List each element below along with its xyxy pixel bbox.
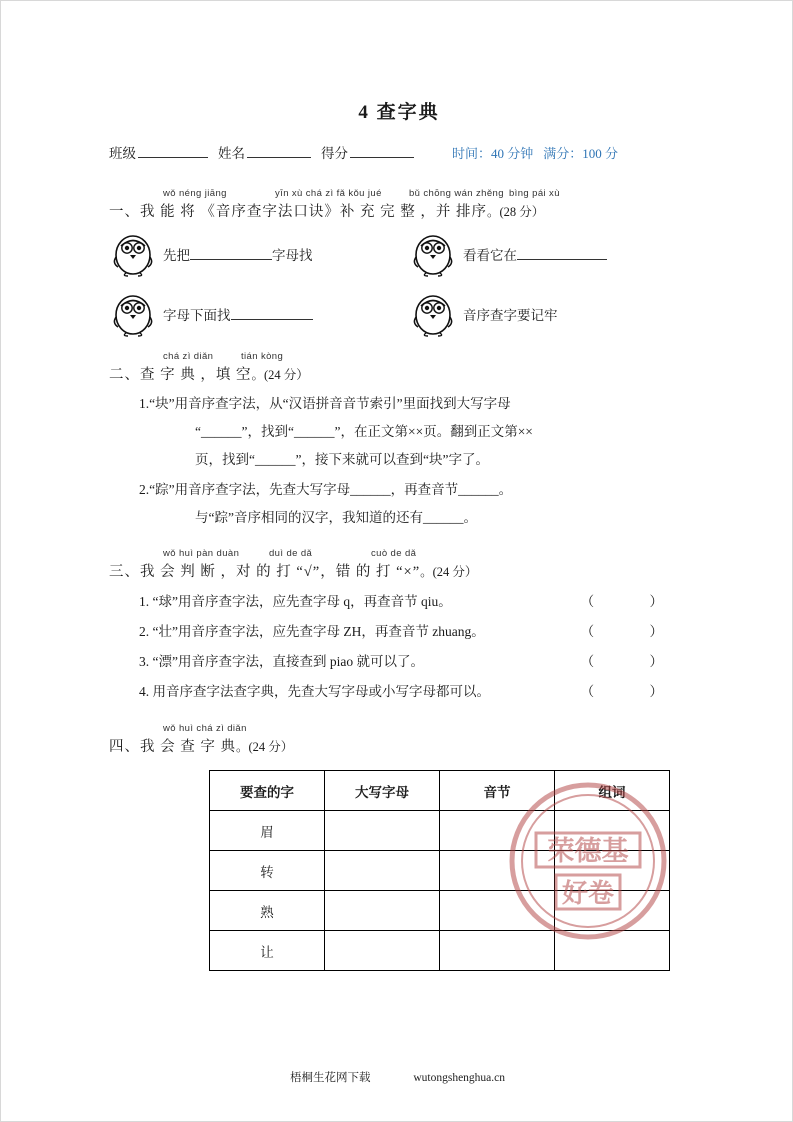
pinyin-text: duì de dǎ xyxy=(269,548,313,559)
section-one xyxy=(109,188,689,221)
pinyin-text: yīn xù chá zì fǎ kǒu jué xyxy=(275,188,382,199)
penguin-text: 音序查字要记牢 xyxy=(463,308,558,323)
penguin-blank[interactable] xyxy=(190,246,272,260)
penguin-item xyxy=(409,231,689,277)
answer-parens[interactable]: （ ） xyxy=(580,654,689,669)
worksheet-content xyxy=(109,97,689,971)
score-label: 得分 xyxy=(321,146,348,161)
pinyin-text: bìng pái xù xyxy=(509,188,560,199)
section-two-pinyin xyxy=(109,351,689,363)
student-info-row xyxy=(109,142,689,162)
answer-parens[interactable]: （ ） xyxy=(580,624,689,639)
pinyin-text: bǔ chōng wán zhěng xyxy=(409,188,504,199)
table-row xyxy=(210,851,670,891)
name-label: 姓名 xyxy=(218,146,245,161)
class-input-line[interactable] xyxy=(138,144,208,158)
section-two-score: 。(24 分） xyxy=(251,368,309,382)
section-four-heading xyxy=(109,735,689,756)
question-text: “漂”用音序查字法，直接查到 piao 就可以了。 xyxy=(152,654,424,669)
fill-question-1-line-1 xyxy=(139,390,689,418)
penguin-text xyxy=(163,304,313,324)
question-text: “球”用音序查字法，应先查字母 q，再查音节 qiu。 xyxy=(152,594,452,609)
fill-question-1-line-2: “______”，找到“______”，在正文第××页。翻到正文第×× xyxy=(195,424,533,439)
judge-list xyxy=(139,587,689,707)
table-cell-letter[interactable] xyxy=(325,931,440,971)
lookup-table xyxy=(209,770,670,971)
table-cell-word[interactable] xyxy=(555,851,670,891)
table-header-cell: 要查的字 xyxy=(210,771,325,811)
section-three-score: 。(24 分） xyxy=(420,565,478,579)
footer-site-name: 梧桐生花网下载 xyxy=(289,1072,371,1084)
table-cell-letter[interactable] xyxy=(325,851,440,891)
section-four-heading-text: 四、我 会 查 字 典 xyxy=(109,739,236,755)
table-cell-character: 熟 xyxy=(210,891,325,931)
penguin-text-prefix: 先把 xyxy=(163,248,190,263)
penguin-icon xyxy=(109,231,157,277)
question-number: 2. xyxy=(139,482,150,497)
section-four-pinyin xyxy=(109,723,689,735)
table-row xyxy=(210,891,670,931)
table-cell-syllable[interactable] xyxy=(440,851,555,891)
class-label: 班级 xyxy=(109,146,136,161)
table-header-row xyxy=(210,771,670,811)
full-score-label: 满分：100 分 xyxy=(543,146,619,161)
section-two-heading-text: 二、查 字 典 ，填 空 xyxy=(109,367,252,383)
table-cell-character: 转 xyxy=(210,851,325,891)
fill-question-2-line-2: 与“踪”音序相同的汉字，我知道的还有______。 xyxy=(195,510,477,525)
table-cell-letter[interactable] xyxy=(325,811,440,851)
pinyin-text: tián kòng xyxy=(241,351,284,362)
penguin-text-prefix: 看看它在 xyxy=(463,248,517,263)
penguin-item xyxy=(409,291,689,337)
table-cell-syllable[interactable] xyxy=(440,811,555,851)
table-cell-letter[interactable] xyxy=(325,891,440,931)
section-three xyxy=(109,548,689,581)
table-cell-word[interactable] xyxy=(555,811,670,851)
question-text: “壮”用音序查字法，应先查字母 ZH，再查音节 zhuang。 xyxy=(152,624,485,639)
svg-text:荣德基: 荣德基 xyxy=(547,836,629,866)
answer-parens[interactable]: （ ） xyxy=(580,684,689,699)
time-label: 时间：40 分钟 xyxy=(452,146,534,161)
section-two-heading xyxy=(109,363,689,384)
page-footer xyxy=(1,1069,793,1085)
question-text: “踪”用音序查字法，先查大写字母______，再查音节______。 xyxy=(149,482,513,497)
table-row xyxy=(210,811,670,851)
pinyin-text: chá zì diǎn xyxy=(163,351,214,362)
fill-question-2-line-1 xyxy=(139,476,689,504)
table-cell-syllable[interactable] xyxy=(440,891,555,931)
table-cell-word[interactable] xyxy=(555,931,670,971)
penguin-row xyxy=(109,231,689,277)
question-number: 3. xyxy=(139,654,150,669)
fill-question-1-line-3: 页，找到“______”，接下来就可以查到“块”字了。 xyxy=(195,452,489,467)
table-header-cell: 大写字母 xyxy=(325,771,440,811)
section-one-heading-text: 一、我 能 将 《音序查字法口诀》补 充 完 整 ，并 排序 xyxy=(109,204,487,220)
question-number: 1. xyxy=(139,594,150,609)
answer-parens[interactable]: （ ） xyxy=(580,594,689,609)
question-number: 1. xyxy=(139,396,150,411)
table-header-cell: 组词 xyxy=(555,771,670,811)
penguin-text xyxy=(163,244,313,264)
table-cell-character: 眉 xyxy=(210,811,325,851)
penguin-item xyxy=(109,231,409,277)
score-input-line[interactable] xyxy=(350,144,414,158)
penguin-row xyxy=(109,291,689,337)
pinyin-text: wǒ huì pàn duàn xyxy=(163,548,240,559)
section-three-heading xyxy=(109,560,689,581)
judge-row xyxy=(139,587,689,617)
table-header-cell: 音节 xyxy=(440,771,555,811)
penguin-text xyxy=(463,244,607,264)
section-one-score: 。(28 分） xyxy=(487,205,545,219)
penguin-blank[interactable] xyxy=(231,306,313,320)
judge-row xyxy=(139,647,689,677)
question-text: “块”用音序查字法，从“汉语拼音音节索引”里面找到大写字母 xyxy=(149,396,511,411)
penguin-blank[interactable] xyxy=(517,246,607,260)
penguin-group xyxy=(109,231,689,337)
fill-question-1 xyxy=(139,390,689,474)
penguin-icon xyxy=(109,291,157,337)
penguin-item xyxy=(109,291,409,337)
section-three-heading-text: 三、我 会 判 断 ，对 的 打 “√”，错 的 打 “×” xyxy=(109,564,421,580)
section-four-score: 。(24 分） xyxy=(236,740,294,754)
pinyin-text: wǒ néng jiāng xyxy=(163,188,227,199)
penguin-text-suffix: 字母找 xyxy=(272,248,313,263)
penguin-icon xyxy=(409,291,457,337)
table-cell-word[interactable] xyxy=(555,891,670,931)
name-input-line[interactable] xyxy=(247,144,311,158)
fill-question-2 xyxy=(139,476,689,532)
table-cell-syllable[interactable] xyxy=(440,931,555,971)
table-cell-character: 让 xyxy=(210,931,325,971)
question-number: 4. xyxy=(139,684,150,699)
section-one-pinyin xyxy=(109,188,689,200)
section-two xyxy=(109,351,689,384)
page-title: 4 查字典 xyxy=(358,102,440,123)
question-text: 用音序查字法查字典，先查大写字母或小写字母都可以。 xyxy=(152,684,490,699)
penguin-text-prefix: 字母下面找 xyxy=(163,308,231,323)
pinyin-text: wǒ huì chá zì diǎn xyxy=(163,723,247,734)
question-number: 2. xyxy=(139,624,150,639)
section-four xyxy=(109,723,689,756)
pinyin-text: cuò de dǎ xyxy=(371,548,417,559)
judge-row xyxy=(139,617,689,647)
footer-site-url: wutongshenghua.cn xyxy=(413,1072,506,1084)
section-three-pinyin xyxy=(109,548,689,560)
table-row xyxy=(210,931,670,971)
section-one-heading xyxy=(109,200,689,221)
penguin-icon xyxy=(409,231,457,277)
svg-text:好卷: 好卷 xyxy=(561,879,615,908)
judge-row xyxy=(139,677,689,707)
